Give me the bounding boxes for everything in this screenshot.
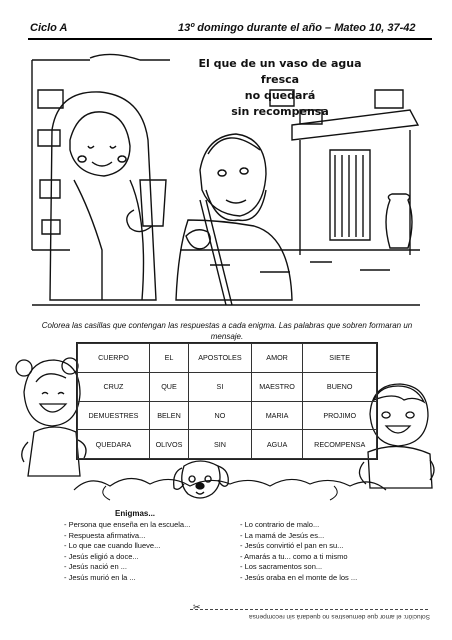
grid-cell[interactable]: PROJIMO bbox=[303, 401, 377, 430]
enigma-item: - Jesús oraba en el monte de los ... bbox=[240, 572, 358, 582]
word-grid bbox=[76, 342, 378, 460]
caption-line-3: no quedará bbox=[244, 89, 316, 102]
enigma-item: - La mamá de Jesús es... bbox=[240, 530, 325, 540]
grid-cell[interactable]: CRUZ bbox=[78, 372, 150, 401]
grid-cell[interactable]: SIN bbox=[189, 430, 252, 459]
grid-cell[interactable]: BELEN bbox=[149, 401, 188, 430]
page-title: 13º domingo durante el año – Mateo 10, 37-42 bbox=[178, 22, 416, 34]
dog-illustration bbox=[168, 456, 234, 502]
solution-text: Solución: el amor que demuestres no quedará sin recompensa bbox=[248, 613, 430, 620]
cycle-label: Ciclo A bbox=[30, 22, 68, 34]
scene-caption bbox=[190, 56, 370, 120]
grid-row bbox=[78, 430, 377, 459]
caption-line-4: sin recompensa bbox=[231, 105, 329, 118]
grid-cell[interactable]: AMOR bbox=[251, 344, 303, 373]
caption-line-2: fresca bbox=[260, 73, 300, 86]
cut-line bbox=[190, 609, 428, 610]
enigma-item: - Jesús eligió a doce... bbox=[64, 551, 139, 561]
scissors-icon: ✂ bbox=[193, 602, 201, 612]
enigma-item: - Lo contrario de malo... bbox=[240, 520, 320, 529]
grid-row bbox=[78, 372, 377, 401]
grid-cell[interactable]: OLIVOS bbox=[149, 430, 188, 459]
enigma-item: - Jesús convirtió el pan en su... bbox=[240, 541, 344, 550]
grid-cell[interactable]: DEMUESTRES bbox=[78, 401, 150, 430]
grid-cell[interactable]: QUE bbox=[149, 372, 188, 401]
enigma-item: - Persona que enseña en la escuela... bbox=[64, 520, 191, 529]
grid-cell[interactable]: AGUA bbox=[251, 430, 303, 459]
grid-cell[interactable]: MAESTRO bbox=[251, 372, 303, 401]
grid-cell[interactable]: QUEDARA bbox=[78, 430, 150, 459]
instructions: Colorea las casillas que contengan las respuestas a cada enigma. Las palabras que sobren formaran un mensaje. bbox=[41, 321, 413, 341]
grid-row bbox=[78, 344, 377, 373]
grid-cell[interactable]: BUENO bbox=[303, 372, 377, 401]
grid-cell[interactable]: EL bbox=[149, 344, 188, 373]
caption-line-1: El que de un vaso de agua bbox=[198, 57, 362, 70]
grid-cell[interactable]: NO bbox=[189, 401, 252, 430]
enigma-item: - Lo que cae cuando llueve... bbox=[64, 541, 161, 550]
enigmas-title: Enigmas... bbox=[115, 509, 156, 518]
grid-cell[interactable]: RECOMPENSA bbox=[303, 430, 377, 459]
enigmas-right-column bbox=[240, 520, 420, 583]
page-header bbox=[0, 0, 452, 40]
grid-cell[interactable]: APOSTOLES bbox=[189, 344, 252, 373]
enigma-item: - Respuesta afirmativa... bbox=[64, 530, 146, 540]
grid-cell[interactable]: SI bbox=[189, 372, 252, 401]
enigma-item: - Amarás a tu... como a ti mismo bbox=[240, 551, 348, 561]
enigma-item: - Los sacramentos son... bbox=[240, 562, 323, 571]
header-rule bbox=[28, 38, 432, 40]
grid-cell[interactable]: MARIA bbox=[251, 401, 303, 430]
grid-row bbox=[78, 401, 377, 430]
enigmas-left-column bbox=[64, 520, 244, 583]
grid-cell[interactable]: CUERPO bbox=[78, 344, 150, 373]
grid-cell[interactable]: SIETE bbox=[303, 344, 377, 373]
enigma-item: - Jesús murió en la ... bbox=[64, 572, 136, 582]
enigma-item: - Jesús nació en ... bbox=[64, 562, 127, 571]
